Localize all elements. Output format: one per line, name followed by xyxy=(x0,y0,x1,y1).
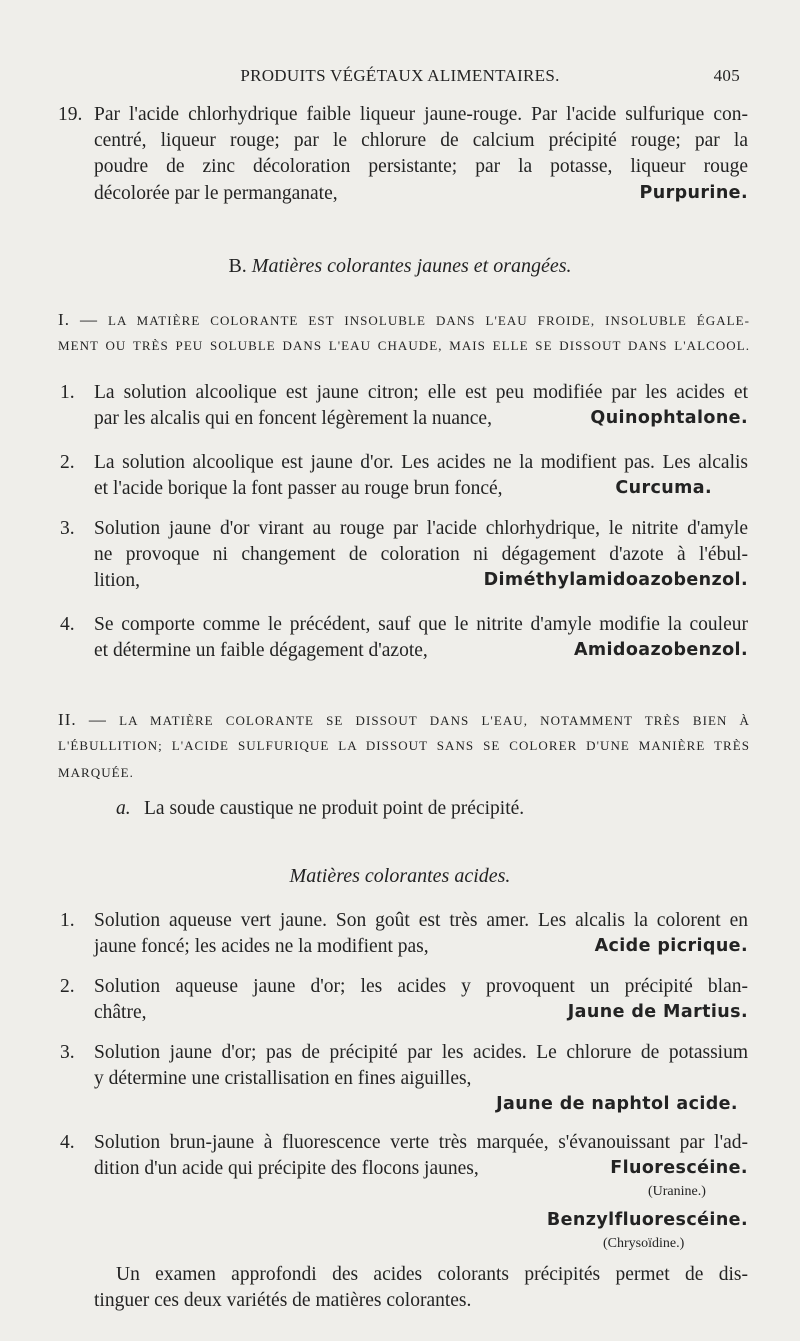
result-benzylfluoresceine: Benzylfluorescéine. xyxy=(546,1210,748,1230)
text-line: jaune foncé; les acides ne la modifient pas, xyxy=(94,936,429,957)
result-acide-picrique: Acide picrique. xyxy=(594,936,748,956)
item-number: 4. xyxy=(60,614,75,635)
running-header xyxy=(60,66,740,90)
text-line: dition d'un acide qui précipite des flocons jaunes, xyxy=(94,1158,479,1179)
item-number: 1. xyxy=(60,382,75,403)
text-line: et l'acide borique la font passer au rouge brun foncé, xyxy=(94,478,503,499)
result-curcuma: Curcuma. xyxy=(615,478,712,498)
subpoint-letter: a. xyxy=(116,798,131,819)
item-number: 4. xyxy=(60,1132,75,1153)
text-line: La solution alcoolique est jaune citron; elle est peu modifiée par les acides et xyxy=(94,382,748,403)
group-1-line-1: I. — LA MATIÈRE COLORANTE EST INSOLUBLE DANS L'EAU FROIDE, INSOLUBLE ÉGALE- xyxy=(58,310,750,329)
result-jaune-de-martius: Jaune de Martius. xyxy=(567,1002,748,1022)
item-number: 1. xyxy=(60,910,75,931)
item-number: 3. xyxy=(60,518,75,539)
section-letter: B. xyxy=(228,255,247,277)
group-2-line-3: MARQUÉE. xyxy=(58,765,134,780)
text-line: Solution aqueuse vert jaune. Son goût est très amer. Les alcalis la colorent en xyxy=(94,910,748,931)
result-dimethylamidoazobenzol: Diméthylamidoazobenzol. xyxy=(483,570,748,590)
page-number: 405 xyxy=(713,66,740,85)
header-title: PRODUITS VÉGÉTAUX ALIMENTAIRES. xyxy=(240,66,560,85)
section-b-heading xyxy=(0,255,800,278)
item-number: 2. xyxy=(60,976,75,997)
group-2-line-1: II. — LA MATIÈRE COLORANTE SE DISSOUT DANS L'EAU, NOTAMMENT TRÈS BIEN À xyxy=(58,710,750,729)
note-chrysoidine: (Chrysoïdine.) xyxy=(603,1236,685,1251)
text-line: Solution jaune d'or; pas de précipité par les acides. Le chlorure de potassium xyxy=(94,1042,748,1063)
result-jaune-de-naphtol-acide: Jaune de naphtol acide. xyxy=(496,1094,738,1114)
text-line: poudre de zinc décoloration persistante; par la potasse, liqueur rouge xyxy=(94,156,748,177)
text-line: lition, xyxy=(94,570,141,591)
item-number: 19. xyxy=(58,104,83,125)
section-title: Matières colorantes jaunes et orangées. xyxy=(251,255,572,277)
text-line: centré, liqueur rouge; par le chlorure de calcium précipité rouge; par la xyxy=(94,130,748,151)
text-line: par les alcalis qui en foncent légèrement la nuance, xyxy=(94,408,492,429)
text-line: ne provoque ni changement de coloration ni dégagement d'azote à l'ébul- xyxy=(94,544,748,565)
item-number: 2. xyxy=(60,452,75,473)
text-line: châtre, xyxy=(94,1002,147,1023)
result-quinophtalone: Quinophtalone. xyxy=(590,408,748,428)
item-number: 3. xyxy=(60,1042,75,1063)
text-line: Solution jaune d'or virant au rouge par l'acide chlorhydrique, le nitrite d'amyle xyxy=(94,518,748,539)
text-line: y détermine une cristallisation en fines aiguilles, xyxy=(94,1068,472,1089)
result-fluoresceine: Fluorescéine. xyxy=(610,1158,748,1178)
text-line: Solution aqueuse jaune d'or; les acides y provoquent un précipité blan- xyxy=(94,976,748,997)
text-line: La solution alcoolique est jaune d'or. Les acides ne la modifient pas. Les alcalis xyxy=(94,452,748,473)
text-line: Un examen approfondi des acides colorants précipités permet de dis- xyxy=(116,1264,748,1285)
text-line: Par l'acide chlorhydrique faible liqueur jaune-rouge. Par l'acide sulfurique con- xyxy=(94,104,748,125)
text-line: tinguer ces deux variétés de matières colorantes. xyxy=(94,1290,472,1311)
subpoint-text: La soude caustique ne produit point de précipité. xyxy=(144,798,525,819)
group-2-line-2: L'ÉBULLITION; L'ACIDE SULFURIQUE LA DISSOUT SANS SE COLORER D'UNE MANIÈRE TRÈS xyxy=(58,738,750,753)
result-purpurine: Purpurine. xyxy=(639,183,748,203)
text-line: Se comporte comme le précédent, sauf que le nitrite d'amyle modifie la couleur xyxy=(94,614,748,635)
text-line: et détermine un faible dégagement d'azote, xyxy=(94,640,428,661)
note-uranine: (Uranine.) xyxy=(648,1184,706,1199)
subheading-acid-dyes: Matières colorantes acides. xyxy=(289,865,511,887)
text-line: décolorée par le permanganate, xyxy=(94,183,338,204)
text-line: Solution brun-jaune à fluorescence verte très marquée, s'évanouissant par l'ad- xyxy=(94,1132,748,1153)
group-1-line-2: MENT OU TRÈS PEU SOLUBLE DANS L'EAU CHAUDE, MAIS ELLE SE DISSOUT DANS L'ALCOOL. xyxy=(58,338,750,353)
result-amidoazobenzol: Amidoazobenzol. xyxy=(573,640,748,660)
